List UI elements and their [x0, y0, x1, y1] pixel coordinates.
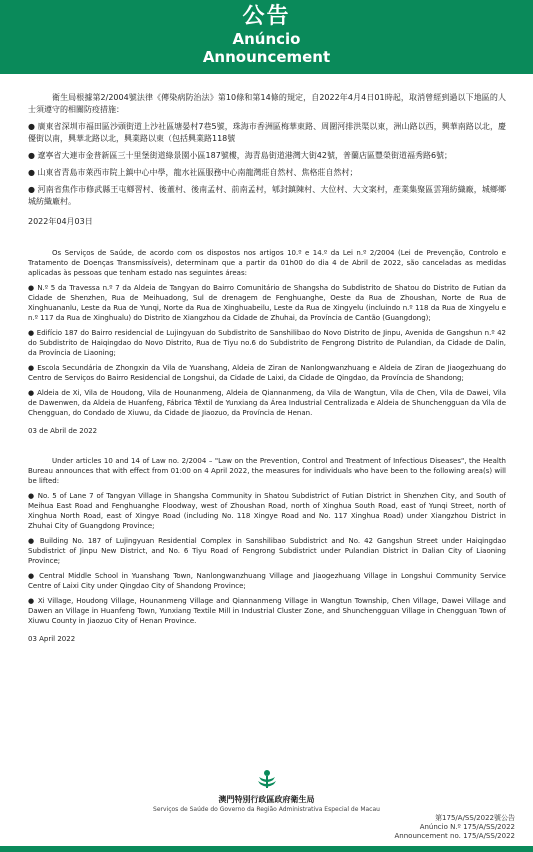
- section-zh: [28, 92, 506, 228]
- bullet-en-2: ● Building No. 187 of Lujingyuan Residential Complex in Sanshilibao Subdistrict and No. 42 Gangshun Street under Haiqingdao Subdistrict of Jinpu New District, and No. 6 Tiyu Road of Fengrong Subdistrict under Pulandian District in Dalian City of Liaoning Province;: [28, 537, 506, 565]
- date-zh: 2022年04月03日: [28, 217, 93, 226]
- date-pt: 03 de Abril de 2022: [28, 427, 98, 435]
- bullet-pt-1: ● N.º 5 da Travessa n.º 7 da Aldeia de Tangyan do Bairro Comunitário de Shangsha do Subdistrito de Shatou do Distrito de Futian da Cidade de Shenzhen, Rua de Meihuadong, Sul de drenagem de Fenghuanghe, Oeste da Rua de Zhoushan, Norte de Rua de Xinghuananlu, Leste da Rua de Yunqi, Norte da Rua de Xinghuabeilu, Leste da Rua de Xingyelu (incluindo n.º 118 da Rua de Xingyelu e n.º 117 da Rua de Xinghualu) do Distrito de Xiangzhou da Cidade de Zhuhai, da Província de Cantão (Guangdong);: [28, 284, 506, 322]
- ref-en: Announcement no. 175/A/SS/2022: [394, 832, 515, 840]
- announcement-body: [28, 92, 506, 644]
- intro-zh: 衛生局根據第2/2004號法律《傳染病防治法》第10條和第14條的規定，自2022年4月4日01時起，取消曾經到過以下地區的人士須遵守的相關防疫措施：: [28, 93, 506, 114]
- title-pt: Anúncio: [232, 30, 301, 48]
- ref-pt: Anúncio N.º 175/A/SS/2022: [419, 823, 515, 831]
- section-en: [28, 456, 506, 644]
- bullet-zh-1: ● 廣東省深圳市福田區沙頭街道上沙社區塘晏村7巷5號，珠海市香洲區梅華東路、周圍河排洪渠以東，洲山路以西，興華南路以北，慶優街以南，興華北路以北，興業路以東（包括興業路118號: [28, 122, 506, 143]
- bottom-accent-bar: [0, 846, 533, 852]
- bullet-en-3: ● Central Middle School in Yuanshang Town, Nanlongwanzhuang Village and Jiaogezhuang Village in Longshui Community Service Centre of Laixi City under Qingdao City of Shandong Province;: [28, 572, 506, 590]
- bullet-pt-4: ● Aldeia de Xi, Vila de Houdong, Vila de Hounanmeng, Aldeia de Qiannanmeng, da Vila de Wangtun, Vila de Chen, Vila de Dawei, Vila de Dawenwen, da Aldeia de Huanfeng, Fábrica Têxtil de Yunxiang da Área Industrial Centralizada e Aldeia de Shunchengguan da Vila de Chengguan, do Condado de Xiuwu, da Cidade de Jiaozuo, da Província de Henan.: [28, 389, 506, 417]
- bullet-zh-4: ● 河南省焦作市修武縣王屯鄉習村、後董村、後南孟村、前南孟村，郇封鎮陳村、大位村、大文案村，產業集聚區雲翔紡織廠，城鄉鄉城紡織廠村。: [28, 185, 506, 206]
- bullet-zh-3: ● 山東省青島市萊西市院上鎮中心中學，龍水社區服務中心南龍灣莊自然村、焦格莊自然村；: [28, 168, 358, 177]
- section-pt: [28, 248, 506, 436]
- title-en: Announcement: [202, 48, 331, 66]
- date-en: 03 April 2022: [28, 635, 76, 643]
- bullet-zh-2: ● 遼寧省大連市金普新區三十里堡街道綠景園小區187號樓，海青島街道港灣大街42號，普蘭店區豐榮街道福秀路6號；: [28, 151, 453, 160]
- bullet-pt-2: ● Edifício 187 do Bairro residencial de Lujingyuan do Subdistrito de Sanshilibao do Novo Distrito de Jinpu, Avenida de Gangshun n.º 42 do Subdistrito de Haiqingdao do Novo Distrito, Rua de Tiyu no.6 do Subdistrito de Fengrong Distrito de Pulandian, da Cidade de Dalin, da Província de Liaoning;: [28, 329, 506, 357]
- title-zh: 公告: [242, 4, 291, 29]
- bullet-en-1: ● No. 5 of Lane 7 of Tangyan Village in Shangsha Community in Shatou Subdistrict of Futian District in Shenzhen City, and South of Meihua East Road and Fenghuanghe Floodway, west of Zhoushan Road, north of Xinghua South Road, east of Yunqi Street, north of Xinghua North Road, east of Xingye Road (including No. 118 Xingye Road and No. 117 Xinghua Road) under Xiangzhou District in Zhuhai City of Guangdong Province;: [28, 492, 506, 530]
- org-name-pt: Serviços de Saúde do Governo da Região Administrativa Especial de Macau: [153, 806, 380, 813]
- org-name-zh: 澳門特別行政區政府衛生局: [218, 795, 315, 804]
- announcement-reference: [395, 814, 515, 841]
- intro-en: Under articles 10 and 14 of Law no. 2/2004 – "Law on the Prevention, Control and Treatment of Infectious Diseases", the Health Bureau announces that with effect from 01:00 on 4 April 2022, the measures for individuals who have been to the following area(s) will be lifted:: [28, 457, 506, 485]
- intro-pt: Os Serviços de Saúde, de acordo com os dispostos nos artigos 10.º e 14.º da Lei n.º 2/2004 (Lei de Prevenção, Controlo e Tratamento de Doenças Transmissíveis), determinam que a partir da 01h00 do dia 4 de Abril de 2022, são canceladas as medidas aplicadas às pessoas que tenham estado nas seguintes áreas:: [28, 249, 506, 277]
- footer-organization: [0, 768, 533, 813]
- ref-zh: 第175/A/SS/2022號公告: [435, 814, 515, 822]
- announcement-header: [0, 0, 533, 74]
- bullet-pt-3: ● Escola Secundária de Zhongxin da Vila de Yuanshang, Aldeia de Ziran de Nanlongwanzhuang e Aldeia de Ziran de Jiaogezhuang do Centro de Serviços do Bairro Residencial de Longshui, da Cidade de Laixi, da Cidade de Qingdao, da Província de Shandong;: [28, 364, 506, 382]
- bullet-en-4: ● Xi Village, Houdong Village, Hounanmeng Village and Qiannanmeng Village in Wangtun Township, Chen Village, Dawei Village and Dawen an Village in Huanfeng Town, Yunxiang Textile Mill in Industrial Cluster Zone, and Shunchengguan Village in Chengguan Town of Xiuwu County in Jiaozuo City of Henan Province.: [28, 597, 506, 625]
- health-bureau-emblem-icon: [256, 768, 278, 790]
